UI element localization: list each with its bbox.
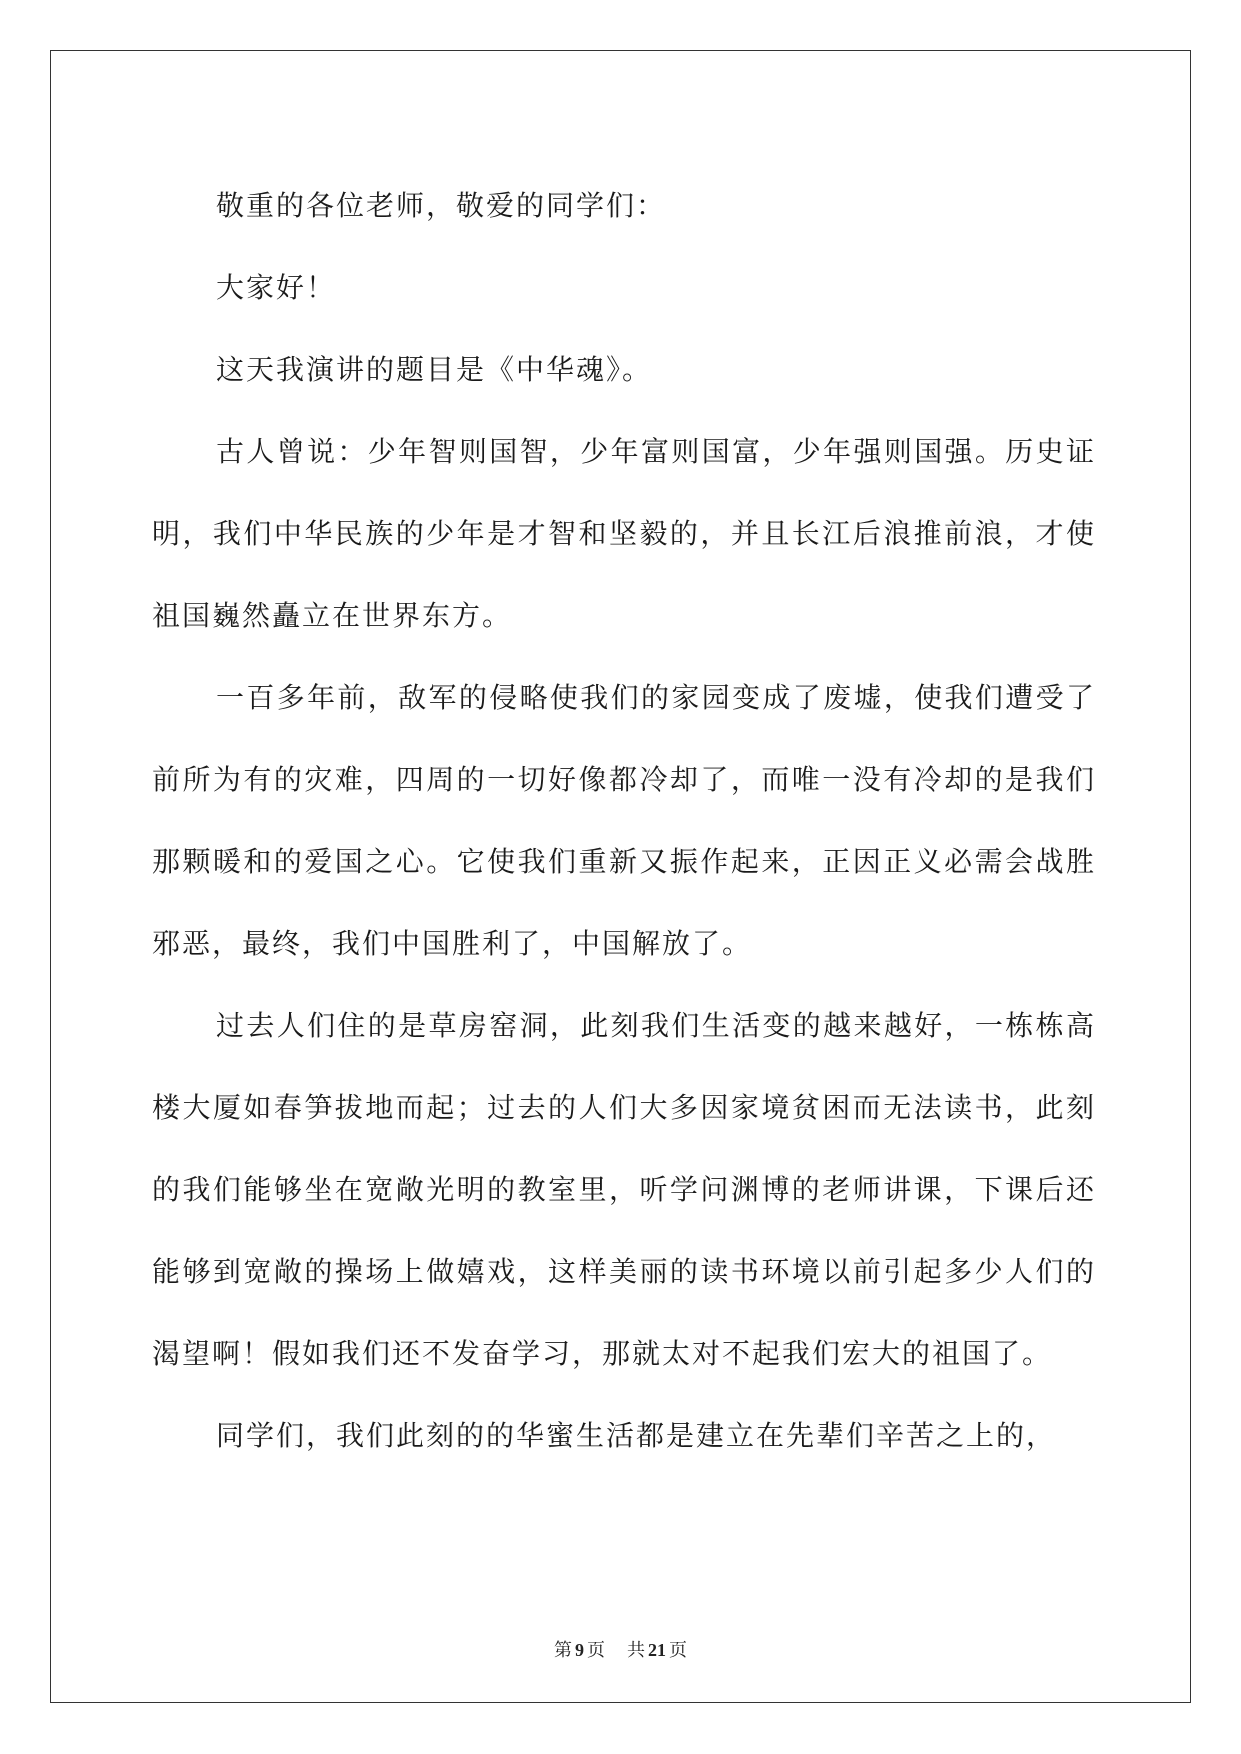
footer-page-unit: 页 xyxy=(587,1640,605,1660)
paragraph-ancient-saying: 古人曾说：少年智则国智，少年富则国富，少年强则国强。历史证明，我们中华民族的少年是才智和坚毅的，并且长江后浪推前浪，才使祖国巍然矗立在世界东方。 xyxy=(152,435,1096,632)
paragraph-salutation: 敬重的各位老师，敬爱的同学们： xyxy=(216,189,667,222)
footer-page-number: 9 xyxy=(575,1640,584,1660)
document-body xyxy=(152,165,1096,1477)
paragraph-greeting: 大家好！ xyxy=(216,271,337,304)
footer-total-unit: 页 xyxy=(669,1640,687,1660)
paragraph-topic: 这天我演讲的题目是《中华魂》。 xyxy=(216,353,653,386)
paragraph-past-and-present: 过去人们住的是草房窑洞，此刻我们生活变的越来越好，一栋栋高楼大厦如春笋拔地而起；过去的人们大多因家境贫困而无法读书，此刻的我们能够坐在宽敞光明的教室里，听学问渊博的老师讲课，下课后还能够到宽敞的操场上做嬉戏，这样美丽的读书环境以前引起多少人们的渴望啊！假如我们还不发奋学习，那就太对不起我们宏大的祖国了。 xyxy=(152,1009,1096,1370)
paragraph-history: 一百多年前，敌军的侵略使我们的家园变成了废墟，使我们遭受了前所为有的灾难，四周的一切好像都冷却了，而唯一没有冷却的是我们那颗暖和的爱国之心。它使我们重新又振作起来，正因正义必需会战胜邪恶，最终，我们中国胜利了，中国解放了。 xyxy=(152,681,1096,960)
footer-total-prefix: 共 xyxy=(627,1640,645,1660)
footer-prefix: 第 xyxy=(554,1640,572,1660)
page-footer xyxy=(0,1636,1241,1662)
paragraph-closing: 同学们，我们此刻的的华蜜生活都是建立在先辈们辛苦之上的， xyxy=(216,1419,1057,1452)
footer-total-pages: 21 xyxy=(648,1640,666,1660)
